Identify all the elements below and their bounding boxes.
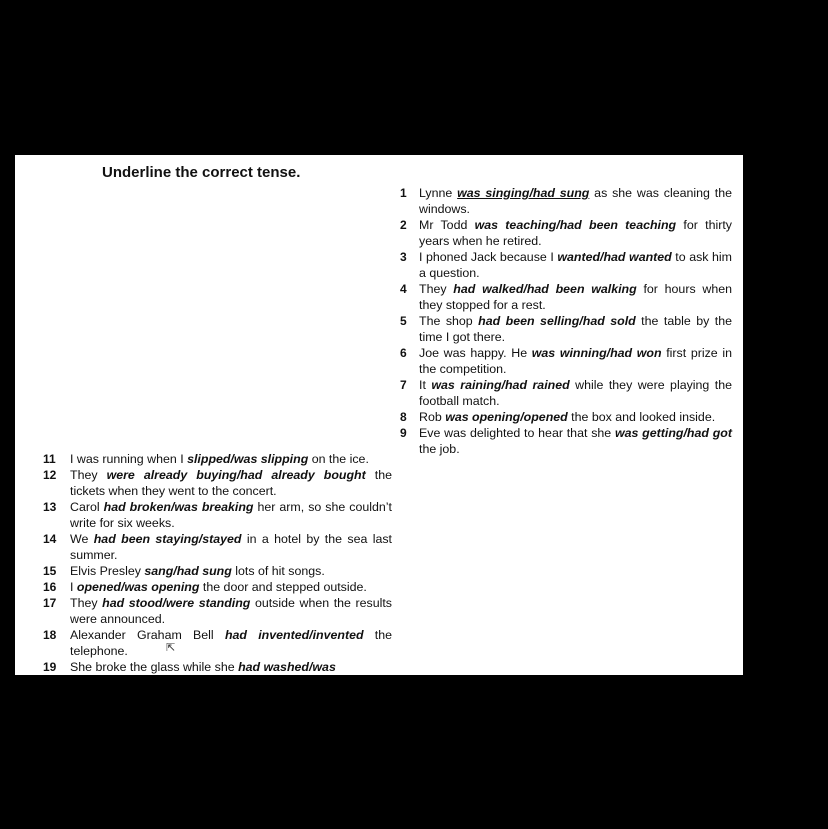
exercise-number: 2 xyxy=(400,218,407,232)
tense-options[interactable]: slipped/was slipping xyxy=(187,452,309,466)
tense-options[interactable]: wanted/had wanted xyxy=(557,250,672,264)
exercise-item xyxy=(400,409,732,425)
exercise-sentence: She broke the glass while she had washed/was xyxy=(70,660,336,674)
exercise-sentence: Lynne was singing/had sung as she was cleaning the windows. xyxy=(419,186,732,216)
exercise-sentence: I opened/was opening the door and stepped outside. xyxy=(70,580,367,594)
tense-options[interactable]: had washed/was xyxy=(238,660,336,674)
tense-options[interactable]: had stood/were standing xyxy=(102,596,251,610)
exercise-number: 8 xyxy=(400,410,407,424)
exercise-item xyxy=(43,467,392,499)
exercise-item xyxy=(400,249,732,281)
exercise-number: 17 xyxy=(43,596,57,610)
exercise-sentence: The shop had been selling/had sold the table by the time I got there. xyxy=(419,314,732,344)
exercise-sentence: Joe was happy. He was winning/had won first prize in the competition. xyxy=(419,346,732,376)
tense-options[interactable]: had broken/was breaking xyxy=(103,500,254,514)
exercise-number: 6 xyxy=(400,346,407,360)
exercise-item xyxy=(400,185,732,217)
tense-options[interactable]: had invented/invented xyxy=(224,628,364,642)
exercise-item xyxy=(43,579,392,595)
exercise-item xyxy=(43,531,392,563)
exercise-item xyxy=(43,499,392,531)
exercise-sentence: I phoned Jack because I wanted/had wanted to ask him a question. xyxy=(419,250,732,280)
exercise-number: 9 xyxy=(400,426,407,440)
tense-options[interactable]: was raining/had rained xyxy=(431,378,570,392)
exercise-item xyxy=(43,659,392,675)
mouse-cursor-icon: ⇱ xyxy=(166,642,176,654)
exercise-sentence: Mr Todd was teaching/had been teaching for thirty years when he retired. xyxy=(419,218,732,248)
worksheet-title: Underline the correct tense. xyxy=(102,164,301,181)
exercise-item xyxy=(400,425,732,457)
exercise-item xyxy=(43,595,392,627)
exercise-number: 19 xyxy=(43,660,57,674)
exercise-number: 11 xyxy=(43,452,56,466)
exercise-item xyxy=(43,627,392,659)
exercise-item xyxy=(400,313,732,345)
tense-options[interactable]: was opening/opened xyxy=(445,410,568,424)
exercise-number: 16 xyxy=(43,580,57,594)
exercise-number: 18 xyxy=(43,628,57,642)
exercise-sentence: Alexander Graham Bell had invented/invented the telephone. xyxy=(70,628,393,658)
exercise-number: 4 xyxy=(400,282,407,296)
exercise-sentence: We had been staying/stayed in a hotel by the sea last summer. xyxy=(70,532,393,562)
tense-options[interactable]: had walked/had been walking xyxy=(453,282,637,296)
exercise-item xyxy=(43,451,392,467)
exercise-sentence: They had stood/were standing outside when the results were announced. xyxy=(70,596,392,626)
tense-options[interactable]: had been selling/had sold xyxy=(478,314,636,328)
exercise-sentence: Elvis Presley sang/had sung lots of hit songs. xyxy=(70,564,325,578)
exercise-sentence: I was running when I slipped/was slipping on the ice. xyxy=(70,452,369,466)
tense-options[interactable]: was teaching/had been teaching xyxy=(474,218,677,232)
exercise-sentence: They were already buying/had already bought the tickets when they went to the concert. xyxy=(70,468,392,498)
exercise-list-right xyxy=(400,185,732,457)
exercise-sentence: Carol had broken/was breaking her arm, so she couldn’t write for six weeks. xyxy=(70,500,392,530)
exercise-item xyxy=(400,217,732,249)
exercise-item xyxy=(43,563,392,579)
exercise-number: 7 xyxy=(400,378,407,392)
exercise-item xyxy=(400,281,732,313)
exercise-sentence: It was raining/had rained while they were playing the football match. xyxy=(419,378,733,408)
tense-options[interactable]: was singing/had sung xyxy=(457,186,590,200)
exercise-number: 14 xyxy=(43,532,57,546)
exercise-number: 5 xyxy=(400,314,407,328)
exercise-sentence: Eve was delighted to hear that she was getting/had got the job. xyxy=(419,426,732,456)
exercise-item xyxy=(400,377,732,409)
tense-options[interactable]: sang/had sung xyxy=(144,564,232,578)
tense-options[interactable]: had been staying/stayed xyxy=(93,532,242,546)
worksheet-page xyxy=(15,155,743,675)
exercise-sentence: Rob was opening/opened the box and looked inside. xyxy=(419,410,716,424)
exercise-number: 15 xyxy=(43,564,57,578)
tense-options[interactable]: were already buying/had already bought xyxy=(106,468,366,482)
tense-options[interactable]: was winning/had won xyxy=(531,346,662,360)
exercise-number: 13 xyxy=(43,500,57,514)
exercise-sentence: They had walked/had been walking for hours when they stopped for a rest. xyxy=(419,282,732,312)
tense-options[interactable]: opened/was opening xyxy=(76,580,200,594)
tense-options[interactable]: was getting/had got xyxy=(614,426,732,440)
exercise-item xyxy=(400,345,732,377)
exercise-list-left xyxy=(43,451,392,675)
exercise-number: 1 xyxy=(400,186,407,200)
exercise-number: 3 xyxy=(400,250,407,264)
exercise-number: 12 xyxy=(43,468,57,482)
